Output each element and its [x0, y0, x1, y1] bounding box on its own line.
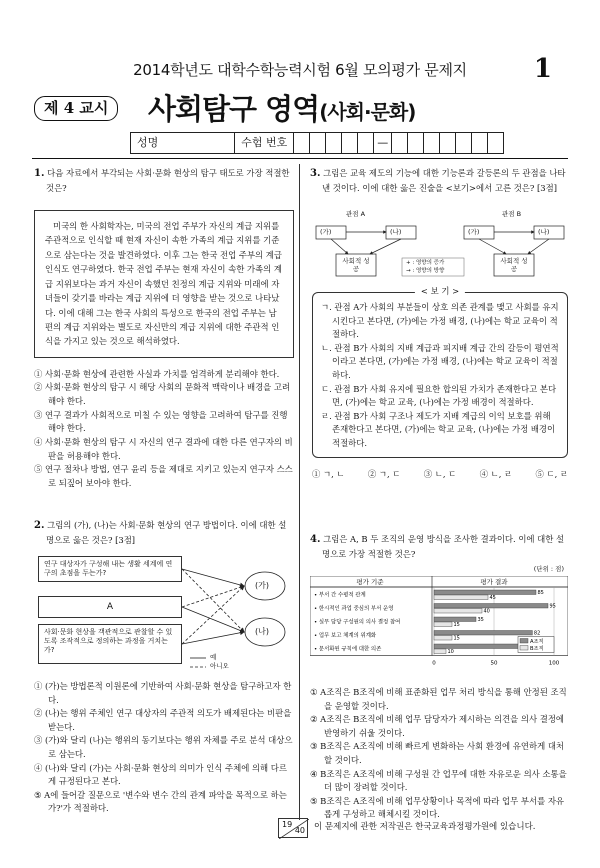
- q4-chart-svg: [310, 576, 568, 678]
- q1-passage: 미국의 한 사회학자는, 미국의 전업 주부가 자신의 계급 지위를 주관적으로 인식할 때 현재 자신이 속한 가족의 계급 지위를 기준으로 삼는다는 것을 발견하였다. 이후 그는 한국 전업 주부의 계급 인식도 연구하였다. 한국 전업 주부는 현재 자신이 속한 가족의 계급 지위보다는 과거 자신이 속했던 친정의 계급 지위와 미래에 자녀들이 갖기를 바라는 계급 지위에 더 영향을 받는 것으로 나타났다. 이에 대해 그는 한국 사회의 특성으로 한국의 전업 주부는 남편의 계급 지위와는 별도로 자신만의 계급 지위에 대한 주관적 인식을 가지고 있는 것으로 해석하였다.: [34, 210, 294, 358]
- chart-category-label: • 실무 담당 구성원의 의사 결정 참여: [314, 619, 401, 626]
- q3-legend-increase: + : 영향의 증가: [406, 260, 445, 266]
- id-digit-box[interactable]: [439, 133, 455, 153]
- q4-chart: [310, 566, 568, 678]
- chart-bar: [434, 609, 482, 614]
- q2-box-bottom: 사회·문화 현상을 객관적으로 관찰할 수 있도록 조작적으로 정의하는 과정을 거치는가?: [38, 624, 182, 664]
- q4-option[interactable]: ④ B조직은 A조직에 비해 구성원 간 업무에 대한 자유로운 의사 소통을 더 많이 장려할 것이다.: [310, 768, 567, 793]
- q1-option[interactable]: ④ 사회·문화 현상의 탐구 시 자신의 연구 결과에 대한 다른 연구자의 비판을 허용해야 한다.: [34, 436, 293, 461]
- chart-bar: [434, 649, 446, 654]
- question-1: [34, 166, 294, 490]
- chart-tick-label: 100: [548, 660, 560, 667]
- chart-bar: [434, 617, 476, 622]
- chart-bar: [434, 590, 536, 595]
- q2-legend-no: 아니오: [210, 662, 229, 670]
- exam-title: 2014학년도 대학수학능력시험 6월 모의평가 문제지: [133, 61, 467, 79]
- id-dash: —: [373, 133, 391, 153]
- id-digit-box[interactable]: [423, 133, 439, 153]
- subject-main: 사회탐구 영역: [148, 92, 320, 126]
- id-digit-box[interactable]: [471, 133, 487, 153]
- page-total: 40: [294, 826, 305, 836]
- q3-bogi-item: ㄷ. 관점 B가 사회 유지에 필요한 합의된 가치가 존재한다고 본다면, (가)에는 학교 교육, (나)에는 가정 배경이 적절하다.: [321, 383, 557, 408]
- chart-bar: [434, 636, 452, 641]
- page-indicator: [278, 818, 308, 838]
- chart-data-label: 35: [477, 617, 484, 624]
- chart-legend-swatch: [520, 639, 528, 644]
- q2-stem: 2. 그림의 (가), (나)는 사회·문화 현상의 연구 방법이다. 이에 대한 설명으로 옳은 것은? [3점]: [34, 520, 287, 546]
- q2-option[interactable]: ② (나)는 행위 주체인 연구 대상자의 주관적 의도가 배제된다는 비판을 받는다.: [34, 708, 292, 732]
- chart-bar: [434, 595, 488, 600]
- q4-option[interactable]: ③ B조직은 A조직에 비해 빠르게 변화하는 사회 환경에 유연하게 대처할 것이다.: [310, 741, 565, 766]
- q1-option[interactable]: ③ 연구 결과가 사회적으로 미칠 수 있는 영향을 고려하여 탐구를 진행해야 한다.: [34, 409, 288, 434]
- q2-option[interactable]: ④ (나)와 달리 (가)는 사회·문화 현상의 의미가 인식 주체에 의해 다르게 규정된다고 본다.: [34, 762, 287, 787]
- question-2: [34, 518, 294, 548]
- q2-box-mid: A: [38, 596, 182, 618]
- chart-header-right: 평가 결과: [480, 578, 508, 586]
- question-4: [310, 532, 570, 562]
- chart-legend-label: A조직: [530, 639, 544, 645]
- chart-bar: [434, 604, 548, 609]
- q3-status-b: 사회적 성공: [500, 257, 528, 273]
- q2-option[interactable]: ③ (가)와 달리 (나)는 행위의 동기보다는 행위 자체를 주로 분석 대상으로 삼는다.: [34, 735, 293, 760]
- chart-category-label: • 부서 간 수평적 관계: [314, 592, 366, 599]
- q3-stem: 3. 그림은 교육 제도의 기능에 대한 기능론과 갈등론의 두 관점을 나타낸 것이다. 이에 대한 옳은 진술을 <보기>에서 고른 것은? [3점]: [310, 168, 566, 194]
- q3-option[interactable]: ③ ㄴ, ㄷ: [423, 469, 457, 479]
- q2-legend-yes: 예: [210, 653, 217, 661]
- q4-option[interactable]: ① A조직은 B조직에 비해 표준화된 업무 처리 방식을 통해 안정된 조직을 운영할 것이다.: [310, 687, 567, 711]
- id-digit-box[interactable]: [407, 133, 423, 153]
- page-number: 1: [533, 54, 552, 84]
- q3-option[interactable]: ① ㄱ, ㄴ: [312, 469, 345, 479]
- column-divider: [299, 164, 300, 820]
- name-field[interactable]: [164, 133, 234, 153]
- q2-number: 2.: [34, 520, 45, 531]
- q3-node-ga-a: (가): [320, 228, 332, 236]
- chart-data-label: 95: [549, 603, 556, 610]
- id-digit-box[interactable]: [325, 133, 341, 153]
- q1-option[interactable]: ② 사회·문화 현상의 탐구 시 해당 사회의 문화적 맥락이나 배경을 고려해야 한다.: [34, 382, 291, 407]
- q3-diagram: [310, 208, 570, 282]
- chart-data-label: 15: [453, 635, 460, 642]
- q3-option[interactable]: ④ ㄴ, ㄹ: [479, 469, 513, 479]
- q2-option[interactable]: ⑤ A에 들어갈 질문으로 '변수와 변수 간의 관계 파악을 목적으로 하는가?'가 적절하다.: [34, 789, 287, 814]
- q4-option[interactable]: ② A조직은 B조직에 비해 업무 담당자가 제시하는 의견을 의사 결정에 반영하기 쉬울 것이다.: [310, 714, 565, 738]
- q4-option[interactable]: ⑤ B조직은 A조직에 비해 업무상황이나 목적에 따라 업무 부서를 자유롭게 구성하고 해체시킬 것이다.: [310, 795, 565, 820]
- q4-stem: 4. 그림은 A, B 두 조직의 운영 방식을 조사한 결과이다. 이에 대한 설명으로 가장 적절한 것은?: [310, 534, 565, 560]
- q3-options: [312, 468, 568, 482]
- q2-option[interactable]: ① (가)는 방법론적 이원론에 기반하여 사회·문화 현상을 탐구하고자 한다.: [34, 681, 292, 705]
- subject-title: [148, 86, 415, 133]
- q2-node-ga: (가): [255, 581, 269, 590]
- q3-node-na-a: (나): [390, 228, 402, 236]
- q3-status-a: 사회적 성공: [342, 257, 370, 273]
- chart-tick-label: 50: [490, 660, 498, 667]
- id-label: 수험 번호: [234, 133, 293, 153]
- chart-category-label: • 문서화된 규칙에 대한 의존: [314, 646, 382, 653]
- q3-node-na-b: (나): [538, 228, 550, 236]
- chart-data-label: 85: [537, 590, 544, 597]
- id-digit-box[interactable]: [487, 133, 503, 153]
- q2-arrows: [34, 552, 294, 674]
- page-current: 19: [282, 820, 293, 829]
- q3-option[interactable]: ⑤ ㄷ, ㄹ: [535, 469, 568, 479]
- q3-view-a: 관점 A: [346, 210, 366, 218]
- chart-legend-label: B조직: [530, 646, 544, 652]
- subject-sub: (사회·문화): [319, 100, 416, 124]
- id-digit-box[interactable]: [455, 133, 471, 153]
- chart-tick-label: 0: [432, 660, 436, 667]
- q4-unit: (단위 : 점): [533, 565, 564, 573]
- q4-options: [310, 686, 570, 822]
- chart-category-label: • 업무 보고 체계의 위계화: [314, 633, 377, 639]
- footer: [278, 818, 536, 838]
- q1-option[interactable]: ① 사회·문화 현상에 관련한 사실과 가치를 엄격하게 분리해야 한다.: [34, 368, 280, 379]
- chart-data-label: 40: [483, 608, 490, 615]
- q3-option[interactable]: ② ㄱ, ㄷ: [367, 469, 401, 479]
- chart-data-label: 45: [489, 595, 496, 602]
- q1-options: [34, 368, 294, 490]
- q1-stem: 1. 다음 자료에서 부각되는 사회·문화 현상의 탐구 태도로 가장 적절한 것은?: [34, 168, 290, 194]
- header-rule: [32, 158, 568, 159]
- q2-node-na: (나): [255, 627, 269, 636]
- id-digit-box[interactable]: [357, 133, 373, 153]
- q3-node-ga-b: (가): [468, 228, 480, 236]
- period-badge: 제 4 교시: [34, 96, 118, 121]
- id-digit-box[interactable]: [341, 133, 357, 153]
- q1-number: 1.: [34, 168, 45, 179]
- q3-bogi-item: ㄹ. 관점 B가 사회 구조나 제도가 지배 계급의 이익 보호를 위해 존재한다고 본다면, (가)에는 학교 교육, (나)에는 가정 배경이 적절하다.: [321, 410, 556, 449]
- q1-option[interactable]: ⑤ 연구 절차나 방법, 연구 윤리 등을 제대로 지키고 있는지 연구자 스스로 되짚어 보아야 한다.: [34, 464, 293, 488]
- q3-view-b: 관점 B: [502, 210, 522, 218]
- chart-legend-swatch: [520, 646, 528, 651]
- name-label: 성명: [137, 136, 159, 149]
- chart-bar: [434, 622, 452, 627]
- q2-box-top: 연구 대상자가 구성해 내는 생활 세계에 연구의 초점을 두는가?: [38, 556, 182, 582]
- id-digit-box[interactable]: [309, 133, 325, 153]
- q3-bogi-item: ㄱ. 관점 A가 사회의 부분들이 상호 의존 관계를 맺고 사회를 유지시킨다고 본다면, (가)에는 가정 배경, (나)에는 학교 교육이 적절하다.: [321, 302, 559, 340]
- q3-bogi: [312, 286, 568, 458]
- candidate-info-row: [130, 132, 504, 154]
- chart-bar: [434, 631, 532, 636]
- id-digit-box[interactable]: [293, 133, 309, 153]
- chart-category-label: • 한시적인 과업 중심의 부서 운영: [314, 606, 394, 612]
- q2-options: [34, 680, 294, 816]
- q3-bogi-item: ㄴ. 관점 B가 사회의 지배 계급과 피지배 계급 간의 갈등이 평연적이라고 본다면, (가)에는 가정 배경, (나)에는 학교 교육이 적절하다.: [321, 342, 559, 381]
- question-3: [310, 166, 570, 196]
- chart-data-label: 15: [453, 622, 460, 629]
- q3-number: 3.: [310, 168, 321, 179]
- id-digit-box[interactable]: [391, 133, 407, 153]
- chart-data-label: 82: [533, 630, 541, 637]
- q3-legend-direction: → : 영향의 방향: [406, 268, 445, 274]
- q4-number: 4.: [310, 534, 321, 545]
- chart-data-label: 10: [447, 649, 454, 656]
- q2-diagram: [34, 552, 294, 674]
- chart-header-left: 평가 기준: [356, 578, 384, 586]
- q3-bogi-title: < 보 기 >: [415, 285, 465, 299]
- copyright-notice: 이 문제지에 관한 저작권은 한국교육과정평가원에 있습니다.: [314, 822, 536, 833]
- chart-header: [310, 576, 568, 587]
